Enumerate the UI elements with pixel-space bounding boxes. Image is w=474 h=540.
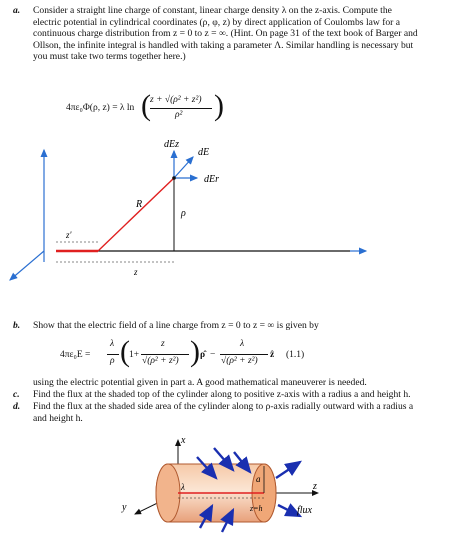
x-label-b: x	[181, 435, 186, 446]
flux-arrow-6	[276, 462, 300, 478]
rho-hat: ρ̂	[200, 350, 206, 360]
paren-right: )	[190, 335, 200, 368]
rho-label: ρ	[181, 208, 186, 219]
minus-sign: −	[210, 350, 216, 360]
frac2-num: λ	[240, 339, 245, 349]
part-a-line-1: Consider a straight line charge of constant, linear charge density λ on the z-axis. Compute the	[33, 5, 392, 16]
one-plus: 1+	[129, 350, 140, 360]
part-a-line-3: continuous charge distribution from z = 0 to z = ∞. (Hint. On page 31 of the text book of Barger and	[33, 28, 418, 40]
part-d-text	[33, 401, 413, 424]
zprime-label: z'	[66, 230, 72, 240]
part-b-line-2: using the electric potential given in part a. A good mathematical maneuverer is needed.	[33, 377, 367, 388]
lambda-label-b: λ	[181, 482, 185, 492]
inner-frac-num: z	[161, 339, 165, 349]
part-c-label: c.	[13, 389, 20, 400]
part-d-line-2: and height h.	[33, 412, 83, 424]
phi-axis	[10, 251, 44, 280]
equation-a-lhs: 4πε₀Φ(ρ, z) = λ ln	[66, 103, 135, 113]
frac1-bar	[107, 354, 119, 355]
field-point	[172, 176, 176, 180]
paren-left: (	[120, 335, 130, 368]
part-d-line-1: Find the flux at the shaded side area of the cylinder along to ρ-axis radially outward with a radius a	[33, 401, 414, 412]
part-a-text	[33, 5, 418, 63]
y-label-b: y	[122, 502, 127, 513]
dEr-label: dEr	[204, 174, 219, 185]
fraction-bar	[150, 108, 212, 109]
cylinder-diagram	[0, 428, 474, 540]
part-a-line-2: electric potential in cylindrical coordinates (ρ, φ, z) by direct application of Coulombs law for a	[33, 16, 401, 28]
part-a-label: a.	[13, 5, 21, 16]
r-vector	[98, 178, 174, 251]
equation-number: (1.1)	[286, 350, 305, 360]
zh-label-b: z=h	[250, 504, 263, 513]
inner-frac-bar	[141, 354, 189, 355]
dE-vector	[174, 157, 193, 178]
inner-frac-den: √(ρ² + z²)	[142, 356, 179, 366]
equation-a-denominator: ρ²	[175, 110, 183, 120]
part-a-line-5: you must take two terms together here.)	[33, 51, 186, 63]
dEz-label: dEz	[164, 139, 179, 150]
equation-b-lhs: 4πε₀E =	[60, 350, 91, 360]
frac2-den: √(ρ² + z²)	[221, 356, 258, 366]
part-c-text: Find the flux at the shaded top of the cylinder along to positive z-axis with a radius a and height h.	[33, 389, 411, 400]
equation-b	[60, 336, 320, 374]
dE-label: dE	[198, 147, 210, 158]
part-b-line-1: Show that the electric field of a line charge from z = 0 to z = ∞ is given by	[33, 320, 319, 331]
bracket-left: (	[141, 89, 151, 122]
part-a-line-4: Ollson, the infinite integral is handled with taking a parameter Λ. Similar handling is necessary but	[33, 39, 414, 51]
frac1-num: λ	[110, 339, 115, 349]
a-label-b: a	[256, 474, 261, 484]
equation-a-numerator: z + √(ρ² + z²)	[150, 95, 202, 105]
z-label: z	[134, 267, 138, 277]
flux-label-b: flux	[297, 505, 312, 516]
part-d-label: d.	[13, 401, 21, 412]
part-b-label: b.	[13, 320, 21, 331]
frac2-bar	[220, 354, 268, 355]
R-label: R	[136, 199, 143, 210]
frac1-den: ρ	[110, 356, 115, 366]
bracket-right: )	[214, 89, 224, 122]
z-label-b: z	[313, 481, 317, 492]
z-hat: ẑ	[270, 350, 275, 360]
cylinder-base	[156, 464, 180, 522]
line-charge-diagram	[0, 130, 474, 300]
